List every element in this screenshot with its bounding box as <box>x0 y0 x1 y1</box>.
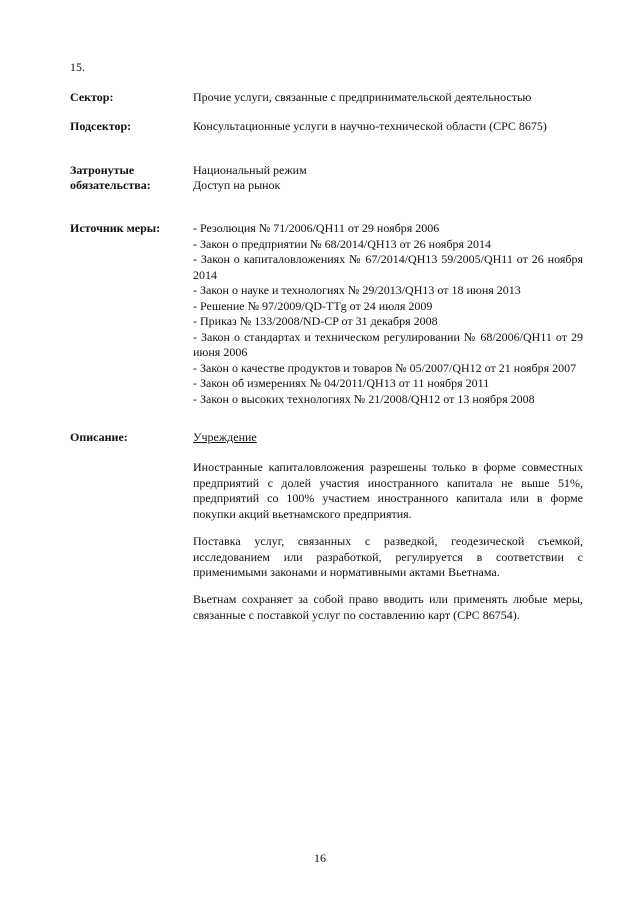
source-item: - Приказ № 133/2008/ND-CP от 31 декабря 2008 <box>193 314 438 328</box>
source-item: - Закон о предприятии № 68/2014/QH13 от 26 ноября 2014 <box>193 236 491 251</box>
obligations-label: Затронутые обязательства: <box>70 163 151 192</box>
source-item: - Закон о науке и технологиях № 29/2013/QH13 от 18 июня 2013 <box>193 283 521 297</box>
obligations-value <box>193 163 583 193</box>
sector-value: Прочие услуги, связанные с предпринимательской деятельностью <box>193 90 532 104</box>
description-paragraph: Иностранные капиталовложения разрешены только в форме совместных предприятий с долей участия иностранного капитала не выше 51%, предприятий со 100% участием иностранного капитала или в форме покупки акций вьетнамского предприятия. <box>193 460 583 521</box>
sources-label: Источник меры: <box>70 221 161 235</box>
source-item: - Закон о стандартах и техническом регулировании № 68/2006/QH11 от 29 июня 2006 <box>193 329 583 359</box>
description-paragraph: Вьетнам сохраняет за собой право вводить или применять любые меры, связанные с поставкой услуг по составлению карт (CPC 86754). <box>193 592 583 622</box>
obligation-line: Национальный режим <box>193 163 307 177</box>
source-item: - Закон об измерениях № 04/2011/QH13 от 11 ноября 2011 <box>193 376 490 390</box>
sources-list <box>193 221 583 407</box>
entry-number: 15. <box>70 60 85 74</box>
page-number: 16 <box>314 851 326 865</box>
source-item: - Закон о высоких технологиях № 21/2008/QH12 от 13 ноября 2008 <box>193 391 535 406</box>
subsector-label: Подсектор: <box>70 119 132 133</box>
description-paragraph: Поставка услуг, связанных с разведкой, геодезической съемкой, исследованием или разработкой, регулируется в соответствии с применимыми законами и нормативными актами Вьетнама. <box>193 534 583 579</box>
sector-label: Сектор: <box>70 90 114 104</box>
source-item: - Решение № 97/2009/QD-TTg от 24 июля 2009 <box>193 298 433 313</box>
description-label: Описание: <box>70 430 128 444</box>
subsector-value: Консультационные услуги в научно-технической области (CPC 8675) <box>193 119 547 133</box>
source-item: - Закон о капиталовложениях № 67/2014/QH13 59/2005/QH11 от 26 ноября 2014 <box>193 252 583 282</box>
source-item: - Резолюция № 71/2006/QH11 от 29 ноября 2006 <box>193 221 440 235</box>
obligation-line: Доступ на рынок <box>193 178 281 192</box>
description-heading: Учреждение <box>193 430 257 444</box>
source-item: - Закон о качестве продуктов и товаров № 05/2007/QH12 от 21 ноября 2007 <box>193 360 577 375</box>
